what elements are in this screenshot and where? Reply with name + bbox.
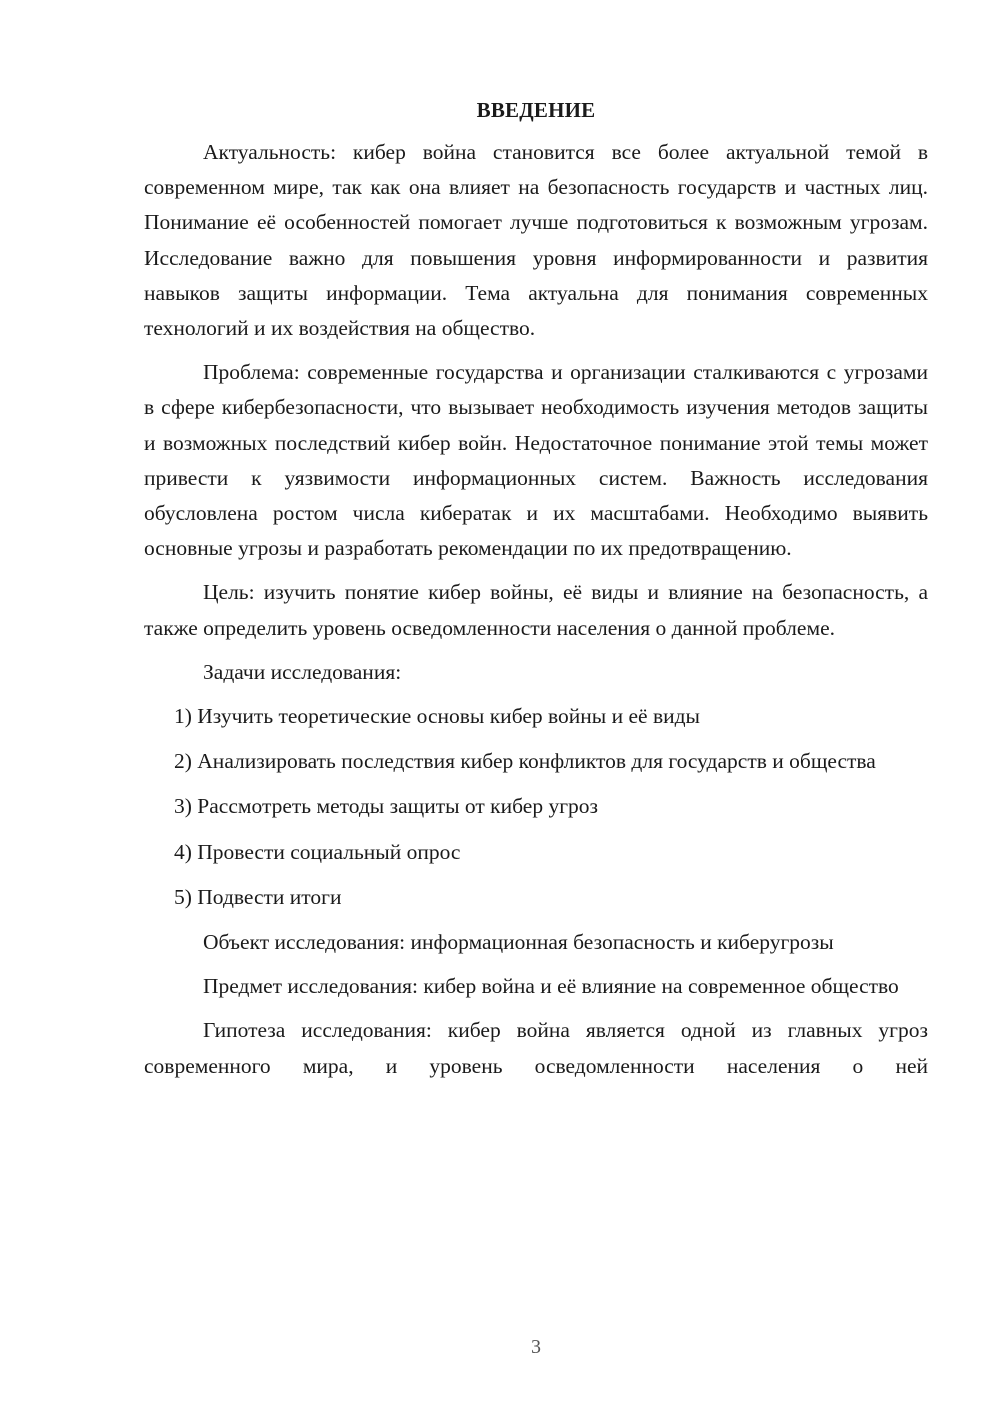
page-number: 3 [531,1336,541,1358]
section-title: ВВЕДЕНИЕ [476,98,596,122]
hypothesis-paragraph: Гипотеза исследования: кибер война является одной из главных угроз современного мира, и уровень осведомленности населения о ней [144,1018,928,1078]
list-item: 1) Изучить теоретические основы кибер войны и её виды [174,704,700,729]
object-paragraph: Объект исследования: информационная безопасность и киберугрозы [203,930,834,955]
goal-paragraph: Цель: изучить понятие кибер войны, её виды и влияние на безопасность, а также определить уровень осведомленности населения о данной проблеме. [144,580,928,640]
tasks-list [144,699,928,915]
subject-paragraph: Предмет исследования: кибер война и её влияние на современное общество [203,974,899,999]
list-item: 4) Провести социальный опрос [174,839,461,864]
list-item: 2) Анализировать последствия кибер конфликтов для государств и общества [174,749,876,774]
problem-paragraph: Проблема: современные государства и организации сталкиваются с угрозами в сфере кибербезопасности, что вызывает необходимость изучения методов защиты и возможных последствий кибер войн. Недостаточное понимание этой темы может привести к уязвимости информационных систем. Важность исследования обусловлена ростом числа кибератак и их масштабами. Необходимо выявить основные угрозы и разработать рекомендации по их предотвращению. [144,360,928,561]
tasks-intro: Задачи исследования: [203,659,402,684]
list-item: 3) Рассмотреть методы защиты от кибер угроз [174,794,599,819]
page-content [144,95,928,1093]
list-item: 5) Подвести итоги [174,884,342,909]
relevance-paragraph: Актуальность: кибер война становится все более актуальной темой в современном мире, так как она влияет на безопасность государств и частных лиц. Понимание её особенностей помогает лучше подготовиться к возможным угрозам. Исследование важно для повышения уровня информированности и развития навыков защиты информации. Тема актуальна для понимания современных технологий и их воздействия на общество. [144,140,928,341]
